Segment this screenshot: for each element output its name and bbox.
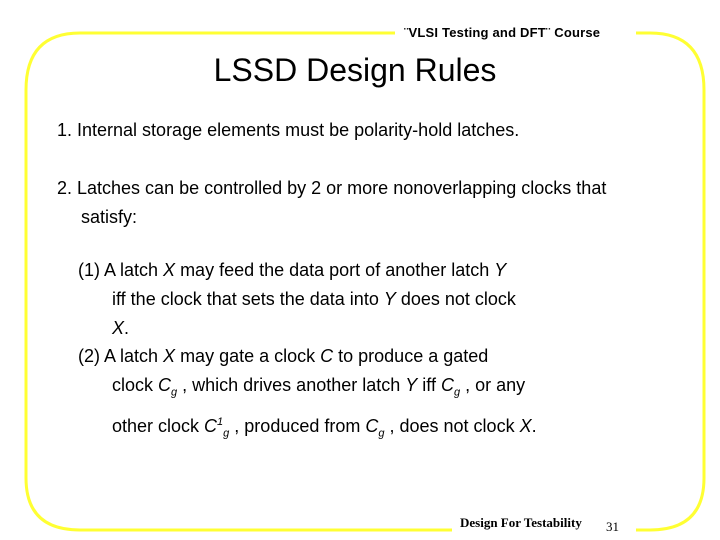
rule-2 (57, 174, 606, 232)
text-span: . (124, 318, 130, 338)
subscript-g: g (171, 386, 178, 399)
condition-2-line-1 (78, 342, 537, 371)
var-c: C (440, 375, 454, 395)
condition-2 (78, 342, 537, 448)
condition-1 (78, 256, 516, 343)
var-x: X (163, 260, 176, 280)
text-span: may feed the data port of another latch (175, 260, 495, 280)
slide-title: LSSD Design Rules (213, 52, 497, 88)
text-span: does not clock (395, 289, 516, 309)
condition-2-line-3 (78, 408, 537, 449)
subscript-g: g (223, 427, 230, 440)
condition-2-line-2 (78, 371, 537, 408)
var-x: X (519, 415, 532, 436)
var-y: Y (405, 375, 418, 395)
text-span: (2) A latch (78, 346, 164, 366)
rule-1-text: 1. Internal storage elements must be polarity-hold latches. (57, 120, 520, 140)
var-c: C (365, 415, 379, 436)
var-y: Y (494, 260, 507, 280)
rule-1 (57, 116, 519, 145)
text-span: to produce a gated (333, 346, 489, 366)
text-span: , which drives another latch (177, 375, 406, 395)
condition-1-line-3 (78, 314, 516, 343)
var-y: Y (383, 289, 396, 309)
text-span: other clock (112, 415, 205, 436)
text-span: iff (417, 375, 441, 395)
condition-1-line-2 (78, 285, 516, 314)
subscript-g: g (453, 386, 461, 399)
text-span: . (531, 415, 537, 436)
text-span: , does not clock (384, 415, 520, 436)
var-x: X (163, 346, 176, 366)
page-number: 31 (606, 519, 619, 534)
footer-label: Design For Testability (460, 515, 582, 530)
text-span: (1) A latch (78, 260, 164, 280)
text-span: iff the clock that sets the data into (112, 289, 384, 309)
rule-2-line-1: 2. Latches can be controlled by 2 or more nonoverlapping clocks that (57, 178, 607, 198)
var-x: X (112, 318, 125, 338)
condition-1-line-1 (78, 256, 516, 285)
var-c: C (204, 415, 218, 436)
text-span: clock (112, 375, 159, 395)
text-span: , produced from (229, 415, 366, 436)
subscript-g: g (378, 427, 385, 440)
superscript-1: 1 (217, 415, 224, 428)
var-c: C (158, 375, 172, 395)
course-header: ¨VLSI Testing and DFT¨ Course (404, 25, 601, 40)
var-c: C (320, 346, 334, 366)
text-span: , or any (460, 375, 526, 395)
text-span: may gate a clock (175, 346, 321, 366)
rule-2-line-2: satisfy: (81, 207, 138, 227)
frame-border-right (636, 33, 704, 530)
